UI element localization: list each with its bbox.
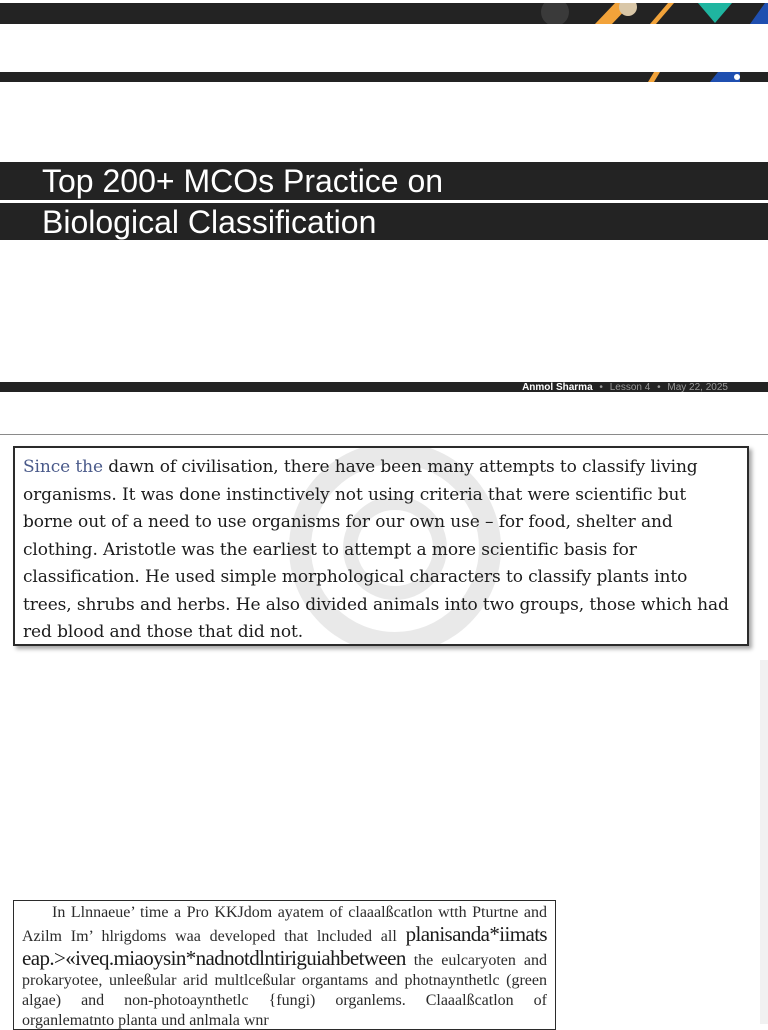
lesson-label: Lesson 4 [609, 382, 651, 393]
byline [522, 381, 728, 394]
decor-stripe-blue [750, 3, 768, 24]
quote-first-words: Since the [23, 457, 103, 477]
decor-lower-orange [648, 72, 660, 82]
quote-body: dawn of civilisation, there have been many attempts to classify living organisms. It was done instinctively not using criteria that were scientific but borne out of a need to use organisms for our own use – for food, shelter and clothing. Aristotle was the earliest to attempt a more scientific basis for classification. He used simple morphological characters to classify plants into trees, shrubs and herbs. He also divided animals into two groups, those which had red blood and those that did not. [23, 457, 729, 642]
lesson-date: May 22, 2025 [667, 382, 728, 393]
scan-part-2: planisanda*iimats eap.>«iveq.miaoysin*nadnotdlntiriguiahbetween [22, 922, 547, 970]
decor-triangle-teal [698, 3, 732, 23]
scan-part-1: In Llnnaeue’ time a Pro KKJdom ayatem of claaalßcatlon wtth Pturtne and Azilm Im’ hlrigdoms waa developed that lncluded all [22, 904, 547, 945]
decor-lower-dot [734, 74, 740, 80]
section-divider [0, 434, 768, 435]
decor-stripe-orange-2 [650, 3, 674, 24]
header-lower-decoration [640, 72, 768, 82]
page-title-line-2: Biological Classification [42, 204, 377, 240]
byline-separator-2: • [657, 382, 661, 393]
scanned-text-box [13, 900, 556, 1030]
scanned-paragraph [22, 903, 547, 1030]
quote-paragraph [23, 454, 739, 646]
quote-box [13, 446, 749, 646]
byline-separator-1: • [599, 382, 603, 393]
header-decoration [540, 3, 768, 24]
page-title-line-1: Top 200+ MCOs Practice on [42, 163, 444, 199]
decor-circle-beige [619, 3, 637, 16]
scan-part-3: the eulcaryoten and prokaryotee, unleeßular arid multlceßular organtams and photnaynthetlc (green algae) and non-photoaynthetlc {fungi) organlems. Claaalßcatlon of organlematnto planta und anlmala wnr [22, 952, 547, 1029]
author-name: Anmol Sharma [522, 382, 593, 393]
page-edge-shadow [760, 660, 768, 1024]
decor-circle-grey [541, 3, 569, 24]
